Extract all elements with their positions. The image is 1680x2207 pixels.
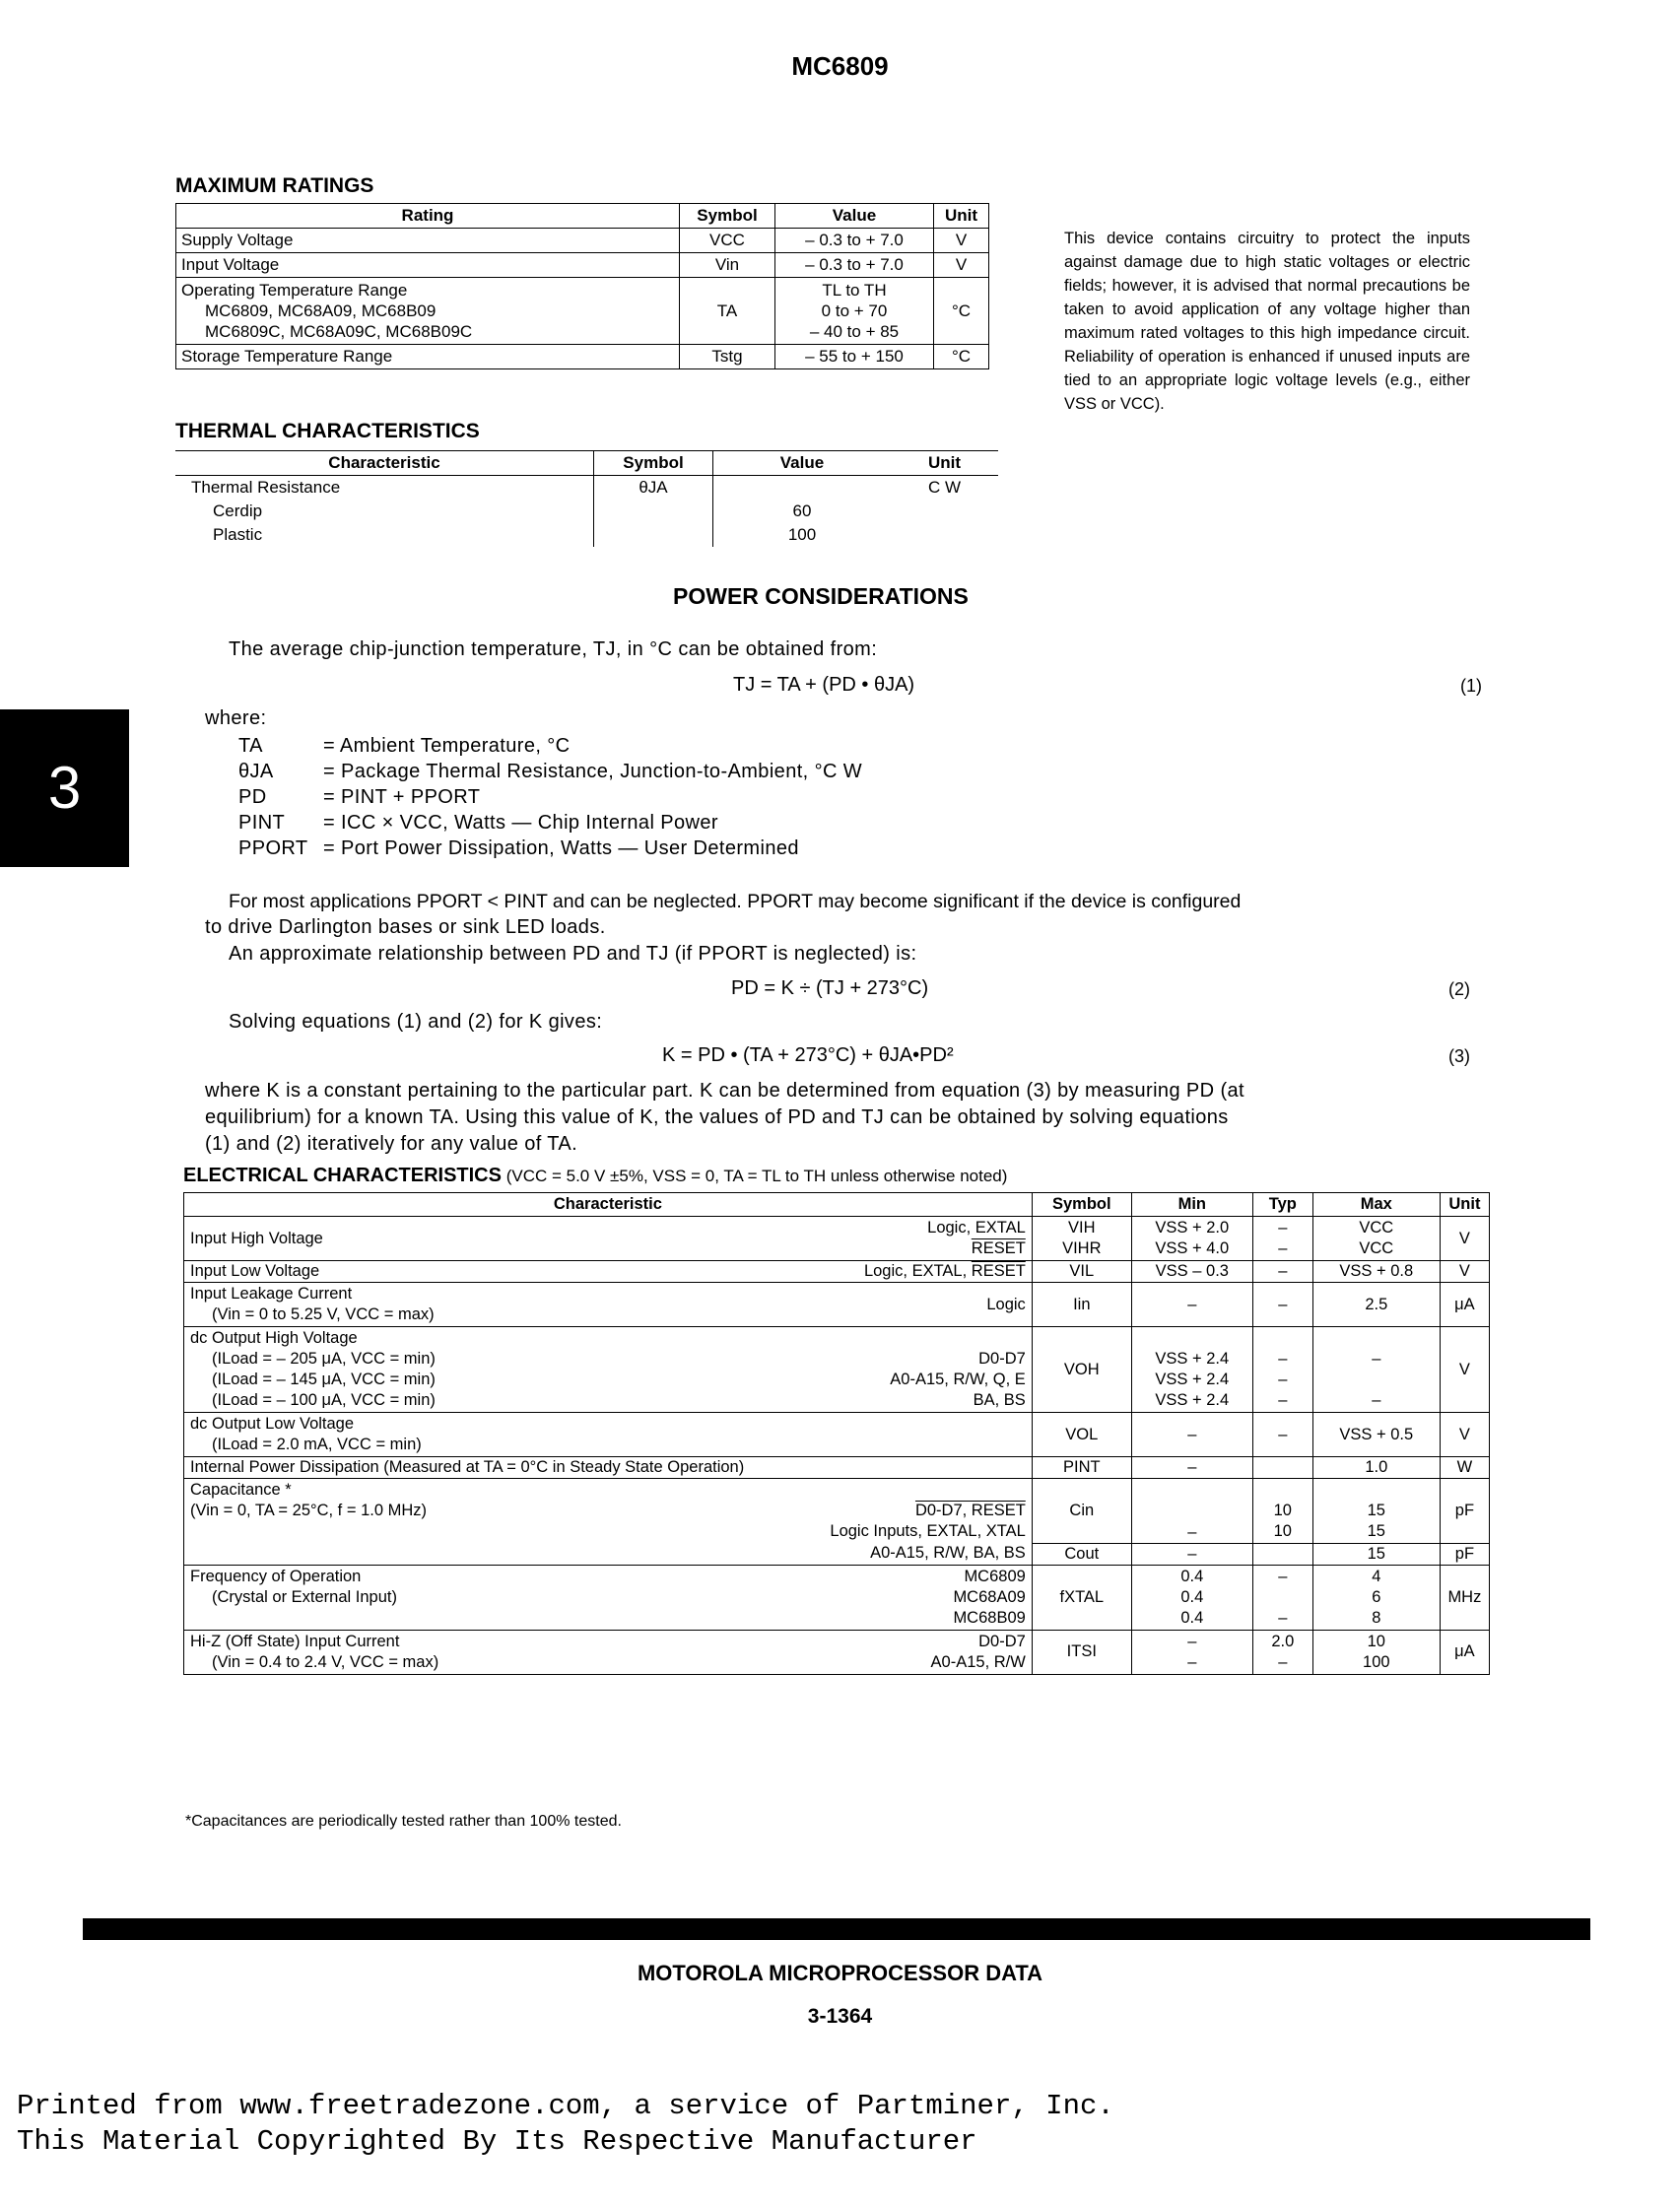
min-text: 0.4 [1180, 1567, 1204, 1585]
column-header: Symbol [680, 204, 775, 229]
rating-text: MC6809, MC68A09, MC68B09 [205, 301, 437, 320]
max-cell [1312, 1630, 1440, 1674]
typ-text: – [1278, 1371, 1288, 1388]
rating-cell: Storage Temperature Range [176, 345, 680, 369]
characteristic-text: Hi-Z (Off State) Input Current [190, 1632, 400, 1650]
value-text: – 40 to + 85 [809, 322, 900, 341]
condition-cell [656, 1479, 1033, 1544]
max-text: 15 [1367, 1521, 1385, 1540]
table-row [175, 476, 998, 501]
typ-cell [1252, 1479, 1312, 1544]
characteristic-text: (ILoad = – 100 μA, VCC = min) [212, 1391, 436, 1409]
max-text: 100 [1363, 1652, 1390, 1671]
power-heading: POWER CONSIDERATIONS [673, 583, 969, 609]
paragraph-4a: where K is a constant pertaining to the particular part. K can be determined from equation (3) by measuring PD (at [205, 1080, 1245, 1102]
equation-1: TJ = TA + (PD • θJA) [733, 674, 915, 696]
max-text: 8 [1372, 1608, 1381, 1627]
characteristic-cell: Thermal Resistance [191, 478, 341, 497]
typ-text: – [1278, 1239, 1288, 1257]
equation-2-number: (2) [1448, 979, 1470, 999]
symbol-cell: Iin [1032, 1283, 1131, 1327]
max-cell [1312, 1217, 1440, 1261]
characteristic-cell: Plastic [213, 525, 263, 544]
value-cell: – 55 to + 150 [775, 345, 934, 369]
paragraph-1a: For most applications PPORT < PINT and can be neglected. PPORT may become significant if the device is configured [229, 891, 1242, 912]
condition-cell [656, 1261, 1033, 1283]
page-title: MC6809 [791, 51, 889, 81]
min-text: – [1187, 1632, 1197, 1650]
table-row [184, 1479, 1490, 1544]
unit-cell: V [934, 229, 989, 253]
max-text: 4 [1372, 1567, 1381, 1585]
section-tab: 3 [0, 709, 129, 867]
condition-text: RESET [971, 1262, 1026, 1280]
table-row [176, 229, 989, 253]
unit-cell: W [1440, 1457, 1489, 1479]
characteristic-text: (ILoad = – 145 μA, VCC = min) [212, 1371, 436, 1388]
table-row [175, 500, 998, 523]
unit-cell: V [1440, 1217, 1489, 1261]
unit-cell: V [934, 253, 989, 278]
min-text: VSS + 2.4 [1155, 1371, 1230, 1388]
electrical-heading-line [183, 1165, 1007, 1187]
characteristic-text: dc Output Low Voltage [190, 1415, 355, 1433]
symbol-text: VIHR [1062, 1239, 1102, 1257]
characteristic-text: (Vin = 0.4 to 2.4 V, VCC = max) [212, 1652, 439, 1671]
symbol-cell: Tstg [680, 345, 775, 369]
value-cell: – 0.3 to + 7.0 [775, 229, 934, 253]
unit-cell: MHz [1440, 1565, 1489, 1630]
rating-cell: Supply Voltage [176, 229, 680, 253]
column-header: Symbol [594, 451, 713, 476]
table-row [175, 523, 998, 547]
characteristic-text: Input Leakage Current [190, 1285, 353, 1303]
definition-row [238, 812, 862, 837]
characteristic-cell: Internal Power Dissipation (Measured at TA = 0°C in Steady State Operation) [184, 1457, 1033, 1479]
column-header: Unit [891, 451, 998, 476]
table-row [176, 345, 989, 369]
table-row [184, 1217, 1490, 1261]
max-text: – [1372, 1350, 1381, 1368]
column-header: Characteristic [175, 451, 594, 476]
min-cell: – [1131, 1543, 1252, 1565]
footer-title: MOTOROLA MICROPROCESSOR DATA [637, 1961, 1043, 1985]
characteristic-cell [184, 1413, 1033, 1457]
equation-2: PD = K ÷ (TJ + 273°C) [731, 977, 929, 999]
symbol-cell: ITSI [1032, 1630, 1131, 1674]
symbol-cell: PINT [1032, 1457, 1131, 1479]
max-text: – [1372, 1391, 1381, 1409]
condition-text: Logic Inputs, EXTAL, XTAL [830, 1522, 1026, 1540]
definition-list [238, 735, 862, 863]
rating-text: MC6809C, MC68A09C, MC68B09C [205, 322, 473, 341]
protection-note: This device contains circuitry to protect the inputs against damage due to high static voltages or electric fields; however, it is advised that normal precautions be taken to avoid application of any voltage higher than maximum rated voltages to this high impedance circuit. Reliability of operation is enhanced if unused inputs are tied to an appropriate logic voltage levels (e.g., either VSS or VCC). [1064, 230, 1470, 413]
condition-text: BA, BS [973, 1391, 1026, 1409]
max-ratings-heading: MAXIMUM RATINGS [175, 174, 374, 197]
condition-text: D0-D7 [978, 1350, 1026, 1368]
definition-symbol: PINT [238, 812, 286, 834]
characteristic-cell: Input High Voltage [184, 1217, 656, 1261]
condition-text: MC6809 [964, 1567, 1026, 1585]
condition-text: RESET [971, 1239, 1026, 1257]
min-text: 0.4 [1180, 1608, 1204, 1627]
min-text: VSS + 4.0 [1155, 1239, 1230, 1257]
symbol-cell: VCC [680, 229, 775, 253]
definition-text: = ICC × VCC, Watts — Chip Internal Power [323, 812, 718, 834]
condition-cell [656, 1327, 1033, 1413]
rating-text: Operating Temperature Range [181, 281, 408, 300]
column-header: Value [775, 204, 934, 229]
definition-symbol: TA [238, 735, 263, 757]
definition-symbol: PD [238, 786, 267, 808]
condition-cell [656, 1630, 1033, 1674]
max-text: VCC [1359, 1219, 1394, 1237]
table-row [176, 253, 989, 278]
definition-symbol: PPORT [238, 837, 308, 859]
symbol-cell [1032, 1217, 1131, 1261]
definition-row [238, 837, 862, 863]
table-row [184, 1413, 1490, 1457]
unit-cell: V [1440, 1261, 1489, 1283]
paragraph-2: An approximate relationship between PD and TJ (if PPORT is neglected) is: [229, 943, 917, 965]
definition-text: = Package Thermal Resistance, Junction-to-Ambient, °C W [323, 761, 863, 782]
symbol-cell: VIL [1032, 1261, 1131, 1283]
column-header: Unit [1440, 1193, 1489, 1217]
equation-3: K = PD • (TA + 273°C) + θJA•PD² [662, 1044, 954, 1066]
definition-row [238, 786, 862, 812]
typ-cell: – [1252, 1261, 1312, 1283]
typ-cell [1252, 1543, 1312, 1565]
electrical-table [183, 1192, 1490, 1675]
max-text: 10 [1367, 1632, 1385, 1650]
printed-from-line: Printed from www.freetradezone.com, a service of Partminer, Inc. [17, 2090, 1114, 2122]
typ-text: – [1278, 1219, 1288, 1237]
unit-cell: pF [1440, 1543, 1489, 1565]
characteristic-text: dc Output High Voltage [190, 1329, 358, 1347]
column-header: Rating [176, 204, 680, 229]
max-cell: 1.0 [1312, 1457, 1440, 1479]
min-text: VSS + 2.4 [1155, 1391, 1230, 1409]
typ-text: – [1278, 1652, 1288, 1671]
paragraph-3: Solving equations (1) and (2) for K gives: [229, 1011, 603, 1033]
table-header-row [184, 1193, 1490, 1217]
min-cell [1131, 1217, 1252, 1261]
min-text: VSS + 2.4 [1155, 1350, 1230, 1368]
unit-cell: °C [934, 278, 989, 345]
condition-text: MC68B09 [953, 1608, 1026, 1627]
condition-text: D0-D7 [978, 1632, 1026, 1650]
electrical-conditions: (VCC = 5.0 V ±5%, VSS = 0, TA = TL to TH unless otherwise noted) [505, 1167, 1008, 1185]
condition-text: Logic, EXTAL, [863, 1262, 968, 1280]
symbol-cell: Cout [1032, 1543, 1131, 1565]
electrical-heading: ELECTRICAL CHARACTERISTICS [183, 1165, 502, 1186]
value-cell: 100 [713, 523, 892, 547]
condition-text: A0-A15, R/W, Q, E [890, 1371, 1026, 1388]
characteristic-text: Capacitance * [190, 1481, 292, 1499]
table-row [184, 1457, 1490, 1479]
unit-cell: C W [927, 478, 962, 497]
column-header: Value [713, 451, 892, 476]
unit-cell: V [1440, 1327, 1489, 1413]
unit-cell: μA [1440, 1630, 1489, 1674]
definition-row [238, 735, 862, 761]
max-cell: 15 [1312, 1543, 1440, 1565]
typ-text: – [1278, 1567, 1288, 1585]
typ-text: 10 [1273, 1501, 1292, 1519]
characteristic-cell [184, 1327, 656, 1413]
footnote: *Capacitances are periodically tested rather than 100% tested. [185, 1813, 622, 1830]
typ-cell [1252, 1565, 1312, 1630]
min-cell: – [1131, 1413, 1252, 1457]
rating-cell [176, 278, 680, 345]
characteristic-text: (Crystal or External Input) [212, 1587, 397, 1606]
condition-cell [656, 1565, 1033, 1630]
table-row [184, 1630, 1490, 1674]
thermal-table [175, 450, 998, 547]
condition-text: Logic, EXTAL [927, 1219, 1026, 1237]
characteristic-cell [184, 1565, 656, 1630]
max-ratings-table [175, 203, 989, 369]
typ-text: – [1278, 1608, 1288, 1627]
condition-text: MC68A09 [953, 1587, 1026, 1606]
value-cell [713, 476, 892, 501]
min-cell [1131, 1630, 1252, 1674]
column-header: Unit [934, 204, 989, 229]
definition-text: = Ambient Temperature, °C [323, 735, 571, 757]
definition-row [238, 761, 862, 786]
typ-cell: – [1252, 1283, 1312, 1327]
table-header-row [176, 204, 989, 229]
characteristic-cell [184, 1283, 656, 1327]
paragraph-4b: equilibrium) for a known TA. Using this value of K, the values of PD and TJ can be obtained by solving equations [205, 1106, 1229, 1128]
table-row [176, 278, 989, 345]
power-intro: The average chip-junction temperature, TJ, in °C can be obtained from: [229, 638, 878, 660]
unit-cell [891, 523, 998, 547]
table-row [184, 1283, 1490, 1327]
definition-symbol: θJA [238, 761, 274, 782]
characteristic-cell: Input Low Voltage [184, 1261, 656, 1283]
value-cell: – 0.3 to + 7.0 [775, 253, 934, 278]
unit-cell [891, 500, 998, 523]
condition-cell: A0-A15, R/W, BA, BS [656, 1543, 1033, 1565]
page-number: 3-1364 [807, 2005, 873, 2028]
unit-cell: μA [1440, 1283, 1489, 1327]
symbol-cell: Vin [680, 253, 775, 278]
value-text: 0 to + 70 [821, 301, 888, 320]
unit-cell: V [1440, 1413, 1489, 1457]
typ-cell [1252, 1630, 1312, 1674]
rating-cell: Input Voltage [176, 253, 680, 278]
where-label: where: [205, 707, 267, 729]
min-text: – [1187, 1652, 1197, 1671]
thermal-heading: THERMAL CHARACTERISTICS [175, 420, 480, 442]
unit-cell: pF [1440, 1479, 1489, 1544]
symbol-text: VIH [1068, 1219, 1096, 1237]
max-cell [1312, 1327, 1440, 1413]
typ-text: – [1278, 1350, 1288, 1368]
paragraph-4c: (1) and (2) iteratively for any value of TA. [205, 1133, 578, 1155]
column-header: Symbol [1032, 1193, 1131, 1217]
typ-text: 10 [1273, 1521, 1292, 1540]
min-cell [1131, 1565, 1252, 1630]
value-cell: 60 [713, 500, 892, 523]
value-text: TL to TH [822, 281, 887, 300]
symbol-cell: θJA [594, 476, 713, 548]
table-row [184, 1261, 1490, 1283]
typ-text: 2.0 [1271, 1632, 1295, 1650]
typ-text: – [1278, 1391, 1288, 1409]
column-header: Typ [1252, 1193, 1312, 1217]
characteristic-text: Frequency of Operation [190, 1567, 362, 1585]
copyright-line: This Material Copyrighted By Its Respective Manufacturer [17, 2125, 977, 2158]
max-text: 15 [1367, 1501, 1385, 1519]
max-text: 6 [1372, 1587, 1381, 1606]
table-row [184, 1565, 1490, 1630]
min-text: 0.4 [1180, 1587, 1204, 1606]
symbol-cell: Cin [1032, 1479, 1131, 1544]
typ-cell [1252, 1327, 1312, 1413]
unit-cell: °C [934, 345, 989, 369]
max-cell [1312, 1565, 1440, 1630]
definition-text: = Port Power Dissipation, Watts — User Determined [323, 837, 799, 859]
equation-1-number: (1) [1460, 676, 1482, 696]
characteristic-cell [184, 1630, 656, 1674]
max-cell: VSS + 0.5 [1312, 1413, 1440, 1457]
table-row [184, 1327, 1490, 1413]
symbol-cell: VOH [1032, 1327, 1131, 1413]
condition-text: D0-D7, RESET [914, 1502, 1026, 1519]
typ-cell [1252, 1457, 1312, 1479]
condition-text: A0-A15, R/W [930, 1652, 1026, 1671]
equation-3-number: (3) [1448, 1046, 1470, 1066]
min-cell: – [1131, 1479, 1252, 1544]
table-header-row [175, 451, 998, 476]
symbol-cell: VOL [1032, 1413, 1131, 1457]
max-text: VCC [1359, 1239, 1394, 1257]
characteristic-cell [184, 1479, 656, 1566]
characteristic-text: (Vin = 0, TA = 25°C, f = 1.0 MHz) [190, 1502, 427, 1519]
max-cell: VSS + 0.8 [1312, 1261, 1440, 1283]
min-cell: – [1131, 1283, 1252, 1327]
column-header: Characteristic [184, 1193, 1033, 1217]
typ-cell [1252, 1217, 1312, 1261]
min-cell [1131, 1327, 1252, 1413]
condition-cell [656, 1217, 1033, 1261]
characteristic-text: (Vin = 0 to 5.25 V, VCC = max) [212, 1305, 435, 1323]
value-cell [775, 278, 934, 345]
min-text: VSS + 2.0 [1155, 1219, 1230, 1237]
paragraph-1b: to drive Darlington bases or sink LED loads. [205, 916, 606, 938]
min-cell: VSS – 0.3 [1131, 1261, 1252, 1283]
symbol-cell: fXTAL [1032, 1565, 1131, 1630]
characteristic-cell: Cerdip [213, 502, 263, 520]
condition-cell: Logic [656, 1283, 1033, 1327]
characteristic-text: (ILoad = – 205 μA, VCC = min) [212, 1350, 436, 1368]
max-cell [1312, 1479, 1440, 1544]
symbol-cell: TA [680, 278, 775, 345]
typ-cell: – [1252, 1413, 1312, 1457]
max-cell: 2.5 [1312, 1283, 1440, 1327]
min-cell: – [1131, 1457, 1252, 1479]
column-header: Max [1312, 1193, 1440, 1217]
column-header: Min [1131, 1193, 1252, 1217]
definition-text: = PINT + PPORT [323, 786, 481, 808]
characteristic-text: (ILoad = 2.0 mA, VCC = min) [212, 1436, 422, 1453]
footer-rule [83, 1918, 1590, 1940]
